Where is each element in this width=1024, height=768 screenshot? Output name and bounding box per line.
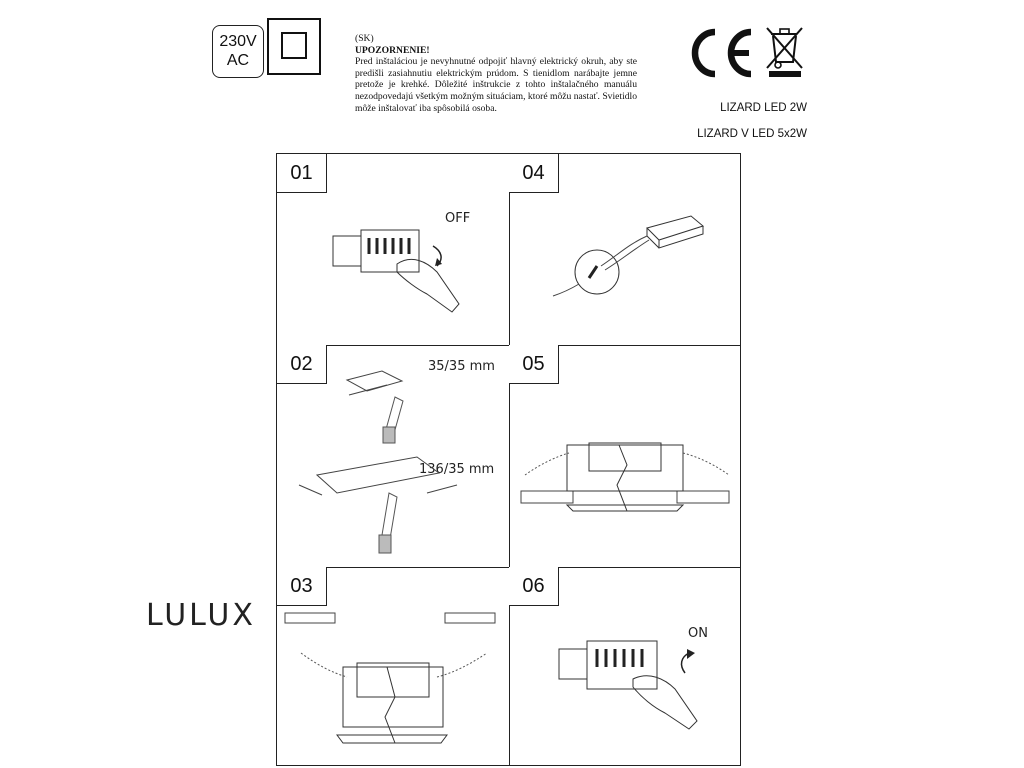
ce-mark-icon (685, 26, 765, 81)
step-03-panel (277, 567, 509, 765)
voltage-line-1: 230V (219, 33, 257, 50)
step-number: 06 (509, 567, 559, 606)
step-label-off: OFF (445, 211, 471, 226)
spring-clip-insert-icon (277, 567, 509, 765)
step-number: 03 (277, 567, 327, 606)
driver-connect-icon (509, 154, 741, 345)
step-number: 04 (509, 154, 559, 193)
voltage-line-2: AC (226, 52, 250, 69)
steps-grid (276, 153, 741, 766)
step-number: 05 (509, 345, 559, 384)
fixture-mounted-icon (509, 345, 741, 567)
class-2-double-insulation-icon (267, 18, 321, 75)
step-06-panel (509, 567, 741, 765)
circuit-breaker-off-icon (277, 154, 509, 345)
step-label-on: ON (688, 626, 708, 641)
step-label-size-large: 136/35 mm (419, 462, 495, 477)
weee-crossed-bin-icon (764, 24, 806, 78)
warning-body: Pred inštaláciou je nevyhnutné odpojiť hlavný elektrický okruh, aby ste predišli zasiahnutiu elektrickým prúdom. S tienidlom narábajte jemne pretože je krehké. Dôležité inštrukcie z tohto inštalačného manuálu nezodpovedajú všetkým možným situáciam, ktoré môžu nastať. Svietidlo môže inštalovať iba spôsobilá osoba. (355, 56, 637, 114)
step-01-panel (277, 154, 509, 345)
voltage-badge (212, 25, 264, 78)
brand-logo: LULUX (146, 598, 256, 633)
step-05-panel (509, 345, 741, 567)
step-number: 02 (277, 345, 327, 384)
circuit-breaker-on-icon (509, 567, 741, 765)
product-name-1: LIZARD LED 2W (720, 102, 807, 114)
step-label-size-small: 35/35 mm (428, 359, 495, 374)
product-name-2: LIZARD V LED 5x2W (697, 128, 807, 140)
step-04-panel (509, 154, 741, 345)
warning-lang: (SK) (355, 33, 374, 44)
step-number: 01 (277, 154, 327, 193)
warning-title: UPOZORNENIE! (355, 44, 430, 56)
step-02-panel (277, 345, 509, 567)
cutout-saw-icon (277, 345, 509, 567)
warning-block (355, 33, 637, 114)
